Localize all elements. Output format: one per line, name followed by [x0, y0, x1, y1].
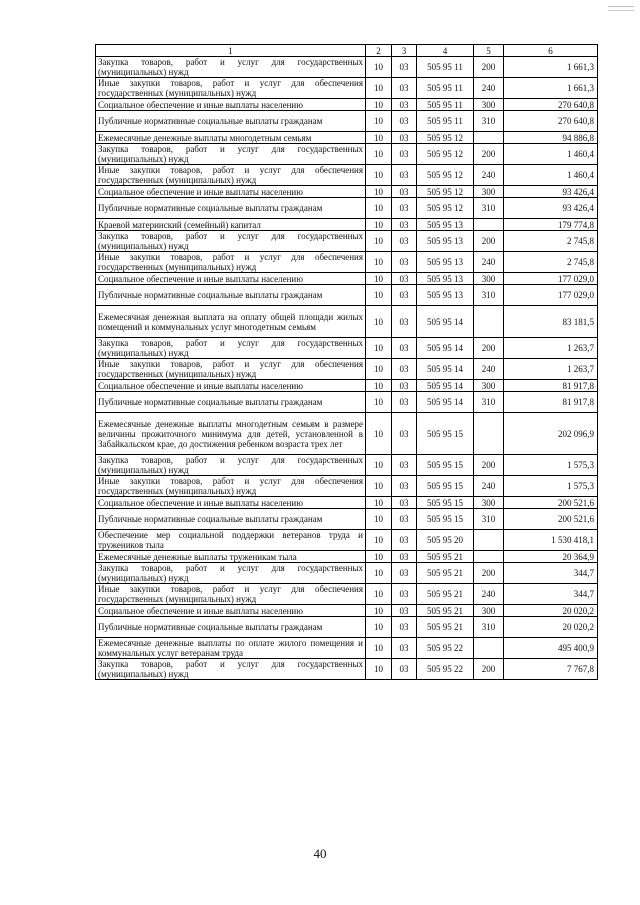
table-row — [96, 476, 598, 497]
cell-expense-type — [474, 551, 504, 563]
cell-section: 10 — [366, 132, 392, 144]
cell-amount: 93 426,4 — [504, 186, 598, 198]
cell-name: Закупка товаров, работ и услуг для государственных (муниципальных) нужд — [96, 563, 366, 584]
cell-expense-type — [474, 413, 504, 455]
cell-name: Публичные нормативные социальные выплаты гражданам — [96, 392, 366, 413]
page-number: 40 — [313, 846, 327, 861]
cell-subsection: 03 — [392, 144, 417, 165]
cell-target-article: 505 95 15 — [417, 455, 474, 476]
table-row — [96, 551, 598, 563]
cell-section: 10 — [366, 476, 392, 497]
table-row — [96, 78, 598, 99]
cell-section: 10 — [366, 455, 392, 476]
cell-amount: 202 096,9 — [504, 413, 598, 455]
cell-amount: 20 020,2 — [504, 605, 598, 617]
header-cell-name: 1 — [96, 45, 366, 57]
cell-name: Иные закупки товаров, работ и услуг для обеспечения государственных (муниципальных) нужд — [96, 359, 366, 380]
cell-amount: 270 640,8 — [504, 99, 598, 111]
cell-name: Социальное обеспечение и иные выплаты населению — [96, 273, 366, 285]
cell-name: Закупка товаров, работ и услуг для государственных (муниципальных) нужд — [96, 57, 366, 78]
table-row — [96, 659, 598, 680]
table-row — [96, 584, 598, 605]
cell-subsection: 03 — [392, 659, 417, 680]
cell-name: Публичные нормативные социальные выплаты гражданам — [96, 509, 366, 530]
table-row — [96, 359, 598, 380]
cell-amount: 1 661,3 — [504, 57, 598, 78]
cell-amount: 20 364,9 — [504, 551, 598, 563]
cell-target-article: 505 95 13 — [417, 252, 474, 273]
cell-expense-type: 200 — [474, 144, 504, 165]
cell-amount: 7 767,8 — [504, 659, 598, 680]
cell-amount: 1 661,3 — [504, 78, 598, 99]
cell-expense-type: 300 — [474, 605, 504, 617]
header-cell-amount: 6 — [504, 45, 598, 57]
cell-name: Краевой материнский (семейный) капитал — [96, 219, 366, 231]
cell-name: Иные закупки товаров, работ и услуг для обеспечения государственных (муниципальных) нужд — [96, 584, 366, 605]
cell-subsection: 03 — [392, 380, 417, 392]
cell-target-article: 505 95 13 — [417, 231, 474, 252]
cell-section: 10 — [366, 638, 392, 659]
cell-subsection: 03 — [392, 165, 417, 186]
cell-target-article: 505 95 21 — [417, 563, 474, 584]
table-row — [96, 338, 598, 359]
cell-name: Закупка товаров, работ и услуг для государственных (муниципальных) нужд — [96, 455, 366, 476]
cell-target-article: 505 95 21 — [417, 617, 474, 638]
cell-section: 10 — [366, 231, 392, 252]
cell-subsection: 03 — [392, 273, 417, 285]
cell-amount: 179 774,8 — [504, 219, 598, 231]
cell-expense-type: 300 — [474, 99, 504, 111]
cell-target-article: 505 95 12 — [417, 132, 474, 144]
cell-target-article: 505 95 14 — [417, 306, 474, 338]
cell-section: 10 — [366, 584, 392, 605]
cell-amount: 81 917,8 — [504, 392, 598, 413]
cell-expense-type: 310 — [474, 198, 504, 219]
cell-section: 10 — [366, 551, 392, 563]
cell-expense-type: 310 — [474, 509, 504, 530]
cell-section: 10 — [366, 659, 392, 680]
cell-expense-type: 240 — [474, 78, 504, 99]
table-row — [96, 455, 598, 476]
cell-target-article: 505 95 15 — [417, 497, 474, 509]
cell-amount: 495 400,9 — [504, 638, 598, 659]
cell-section: 10 — [366, 605, 392, 617]
cell-subsection: 03 — [392, 111, 417, 132]
table-row — [96, 99, 598, 111]
cell-subsection: 03 — [392, 359, 417, 380]
cell-target-article: 505 95 13 — [417, 219, 474, 231]
cell-target-article: 505 95 12 — [417, 186, 474, 198]
header-cell-target-article: 4 — [417, 45, 474, 57]
cell-expense-type: 240 — [474, 476, 504, 497]
cell-name: Закупка товаров, работ и услуг для государственных (муниципальных) нужд — [96, 144, 366, 165]
cell-subsection: 03 — [392, 509, 417, 530]
cell-section: 10 — [366, 99, 392, 111]
cell-subsection: 03 — [392, 476, 417, 497]
budget-table — [95, 44, 598, 680]
cell-section: 10 — [366, 413, 392, 455]
cell-section: 10 — [366, 111, 392, 132]
cell-expense-type — [474, 638, 504, 659]
table-row — [96, 605, 598, 617]
cell-name: Иные закупки товаров, работ и услуг для обеспечения государственных (муниципальных) нужд — [96, 78, 366, 99]
cell-amount: 1 530 418,1 — [504, 530, 598, 551]
cell-amount: 1 575,3 — [504, 476, 598, 497]
cell-target-article: 505 95 21 — [417, 584, 474, 605]
cell-subsection: 03 — [392, 132, 417, 144]
table-row — [96, 252, 598, 273]
cell-target-article: 505 95 11 — [417, 78, 474, 99]
cell-section: 10 — [366, 78, 392, 99]
cell-subsection: 03 — [392, 605, 417, 617]
table-row — [96, 509, 598, 530]
cell-name: Социальное обеспечение и иные выплаты населению — [96, 99, 366, 111]
cell-amount: 1 575,3 — [504, 455, 598, 476]
table-row — [96, 306, 598, 338]
cell-expense-type — [474, 132, 504, 144]
cell-name: Публичные нормативные социальные выплаты гражданам — [96, 111, 366, 132]
table-row — [96, 219, 598, 231]
cell-subsection: 03 — [392, 78, 417, 99]
cell-subsection: 03 — [392, 638, 417, 659]
cell-subsection: 03 — [392, 252, 417, 273]
cell-target-article: 505 95 15 — [417, 509, 474, 530]
cell-section: 10 — [366, 198, 392, 219]
cell-subsection: 03 — [392, 285, 417, 306]
cell-subsection: 03 — [392, 392, 417, 413]
cell-subsection: 03 — [392, 198, 417, 219]
cell-section: 10 — [366, 530, 392, 551]
cell-name: Публичные нормативные социальные выплаты гражданам — [96, 617, 366, 638]
table-row — [96, 186, 598, 198]
cell-expense-type: 300 — [474, 273, 504, 285]
table-row — [96, 198, 598, 219]
cell-section: 10 — [366, 165, 392, 186]
cell-subsection: 03 — [392, 497, 417, 509]
scan-corner-mark — [608, 6, 634, 11]
cell-name: Иные закупки товаров, работ и услуг для обеспечения государственных (муниципальных) нужд — [96, 476, 366, 497]
cell-name: Закупка товаров, работ и услуг для государственных (муниципальных) нужд — [96, 659, 366, 680]
cell-amount: 20 020,2 — [504, 617, 598, 638]
cell-subsection: 03 — [392, 219, 417, 231]
cell-subsection: 03 — [392, 186, 417, 198]
table-row — [96, 165, 598, 186]
cell-expense-type: 240 — [474, 165, 504, 186]
cell-expense-type: 200 — [474, 563, 504, 584]
cell-subsection: 03 — [392, 338, 417, 359]
cell-expense-type: 310 — [474, 392, 504, 413]
cell-amount: 1 460,4 — [504, 165, 598, 186]
cell-name: Ежемесячные денежные выплаты по оплате жилого помещения и коммунальных услуг ветеранам труда — [96, 638, 366, 659]
cell-target-article: 505 95 22 — [417, 638, 474, 659]
cell-target-article: 505 95 15 — [417, 476, 474, 497]
cell-section: 10 — [366, 380, 392, 392]
cell-subsection: 03 — [392, 617, 417, 638]
cell-name: Публичные нормативные социальные выплаты гражданам — [96, 285, 366, 306]
cell-section: 10 — [366, 563, 392, 584]
cell-target-article: 505 95 13 — [417, 273, 474, 285]
cell-subsection: 03 — [392, 231, 417, 252]
cell-target-article: 505 95 20 — [417, 530, 474, 551]
cell-target-article: 505 95 14 — [417, 380, 474, 392]
cell-name: Закупка товаров, работ и услуг для государственных (муниципальных) нужд — [96, 338, 366, 359]
cell-section: 10 — [366, 497, 392, 509]
cell-target-article: 505 95 11 — [417, 99, 474, 111]
cell-name: Ежемесячные денежные выплаты многодетным семьям — [96, 132, 366, 144]
cell-expense-type: 200 — [474, 57, 504, 78]
table-body — [96, 57, 598, 680]
cell-section: 10 — [366, 338, 392, 359]
cell-name: Обеспечение мер социальной поддержки ветеранов труда и тружеников тыла — [96, 530, 366, 551]
cell-target-article: 505 95 21 — [417, 551, 474, 563]
table-row — [96, 57, 598, 78]
cell-section: 10 — [366, 617, 392, 638]
cell-amount: 200 521,6 — [504, 497, 598, 509]
cell-section: 10 — [366, 306, 392, 338]
cell-amount: 344,7 — [504, 563, 598, 584]
cell-name: Публичные нормативные социальные выплаты гражданам — [96, 198, 366, 219]
table-row — [96, 497, 598, 509]
cell-amount: 81 917,8 — [504, 380, 598, 392]
cell-expense-type: 310 — [474, 285, 504, 306]
cell-section: 10 — [366, 509, 392, 530]
cell-amount: 177 029,0 — [504, 285, 598, 306]
header-cell-section: 2 — [366, 45, 392, 57]
cell-amount: 83 181,5 — [504, 306, 598, 338]
cell-subsection: 03 — [392, 584, 417, 605]
cell-expense-type: 200 — [474, 338, 504, 359]
cell-subsection: 03 — [392, 413, 417, 455]
table-row — [96, 132, 598, 144]
cell-target-article: 505 95 13 — [417, 285, 474, 306]
cell-subsection: 03 — [392, 530, 417, 551]
cell-expense-type: 310 — [474, 111, 504, 132]
cell-target-article: 505 95 21 — [417, 605, 474, 617]
cell-name: Социальное обеспечение и иные выплаты населению — [96, 380, 366, 392]
cell-amount: 94 886,8 — [504, 132, 598, 144]
cell-target-article: 505 95 14 — [417, 392, 474, 413]
cell-section: 10 — [366, 144, 392, 165]
cell-target-article: 505 95 14 — [417, 359, 474, 380]
cell-name: Ежемесячные денежные выплаты многодетным семьям в размере величины прожиточного минимума для детей, установленной в Забайкальском крае, до достижения ребенком возраста трех лет — [96, 413, 366, 455]
cell-expense-type: 310 — [474, 617, 504, 638]
cell-target-article: 505 95 12 — [417, 198, 474, 219]
cell-amount: 344,7 — [504, 584, 598, 605]
table-row — [96, 563, 598, 584]
cell-subsection: 03 — [392, 306, 417, 338]
cell-amount: 93 426,4 — [504, 198, 598, 219]
cell-subsection: 03 — [392, 99, 417, 111]
header-cell-subsection: 3 — [392, 45, 417, 57]
header-cell-expense-type: 5 — [474, 45, 504, 57]
table-row — [96, 285, 598, 306]
cell-subsection: 03 — [392, 57, 417, 78]
cell-section: 10 — [366, 186, 392, 198]
cell-subsection: 03 — [392, 563, 417, 584]
table-row — [96, 530, 598, 551]
cell-expense-type: 300 — [474, 186, 504, 198]
cell-expense-type: 300 — [474, 497, 504, 509]
cell-expense-type — [474, 219, 504, 231]
cell-section: 10 — [366, 285, 392, 306]
table-row — [96, 617, 598, 638]
cell-name: Социальное обеспечение и иные выплаты населению — [96, 186, 366, 198]
cell-target-article: 505 95 11 — [417, 111, 474, 132]
cell-target-article: 505 95 11 — [417, 57, 474, 78]
table-row — [96, 380, 598, 392]
cell-target-article: 505 95 14 — [417, 338, 474, 359]
cell-name: Закупка товаров, работ и услуг для государственных (муниципальных) нужд — [96, 231, 366, 252]
cell-expense-type: 240 — [474, 584, 504, 605]
cell-amount: 177 029,0 — [504, 273, 598, 285]
cell-section: 10 — [366, 252, 392, 273]
table-row — [96, 231, 598, 252]
cell-target-article: 505 95 12 — [417, 165, 474, 186]
cell-expense-type: 200 — [474, 231, 504, 252]
cell-target-article: 505 95 22 — [417, 659, 474, 680]
table-row — [96, 638, 598, 659]
table-row — [96, 144, 598, 165]
table-row — [96, 392, 598, 413]
cell-target-article: 505 95 15 — [417, 413, 474, 455]
cell-amount: 1 263,7 — [504, 359, 598, 380]
cell-subsection: 03 — [392, 551, 417, 563]
table-header-row — [96, 45, 598, 57]
table-row — [96, 273, 598, 285]
cell-expense-type — [474, 530, 504, 551]
cell-target-article: 505 95 12 — [417, 144, 474, 165]
cell-subsection: 03 — [392, 455, 417, 476]
cell-name: Иные закупки товаров, работ и услуг для обеспечения государственных (муниципальных) нужд — [96, 165, 366, 186]
cell-section: 10 — [366, 359, 392, 380]
cell-name: Иные закупки товаров, работ и услуг для обеспечения государственных (муниципальных) нужд — [96, 252, 366, 273]
table-row — [96, 111, 598, 132]
cell-name: Ежемесячная денежная выплата на оплату общей площади жилых помещений и коммунальных услуг многодетным семьям — [96, 306, 366, 338]
cell-amount: 2 745,8 — [504, 252, 598, 273]
cell-name: Ежемесячные денежные выплаты труженикам тыла — [96, 551, 366, 563]
cell-expense-type — [474, 306, 504, 338]
cell-amount: 1 263,7 — [504, 338, 598, 359]
cell-amount: 2 745,8 — [504, 231, 598, 252]
cell-expense-type: 240 — [474, 359, 504, 380]
cell-expense-type: 240 — [474, 252, 504, 273]
cell-amount: 200 521,6 — [504, 509, 598, 530]
cell-section: 10 — [366, 392, 392, 413]
table-row — [96, 413, 598, 455]
cell-section: 10 — [366, 57, 392, 78]
cell-expense-type: 300 — [474, 380, 504, 392]
cell-section: 10 — [366, 219, 392, 231]
cell-amount: 270 640,8 — [504, 111, 598, 132]
cell-expense-type: 200 — [474, 455, 504, 476]
cell-expense-type: 200 — [474, 659, 504, 680]
cell-name: Социальное обеспечение и иные выплаты населению — [96, 605, 366, 617]
cell-amount: 1 460,4 — [504, 144, 598, 165]
cell-section: 10 — [366, 273, 392, 285]
cell-name: Социальное обеспечение и иные выплаты населению — [96, 497, 366, 509]
